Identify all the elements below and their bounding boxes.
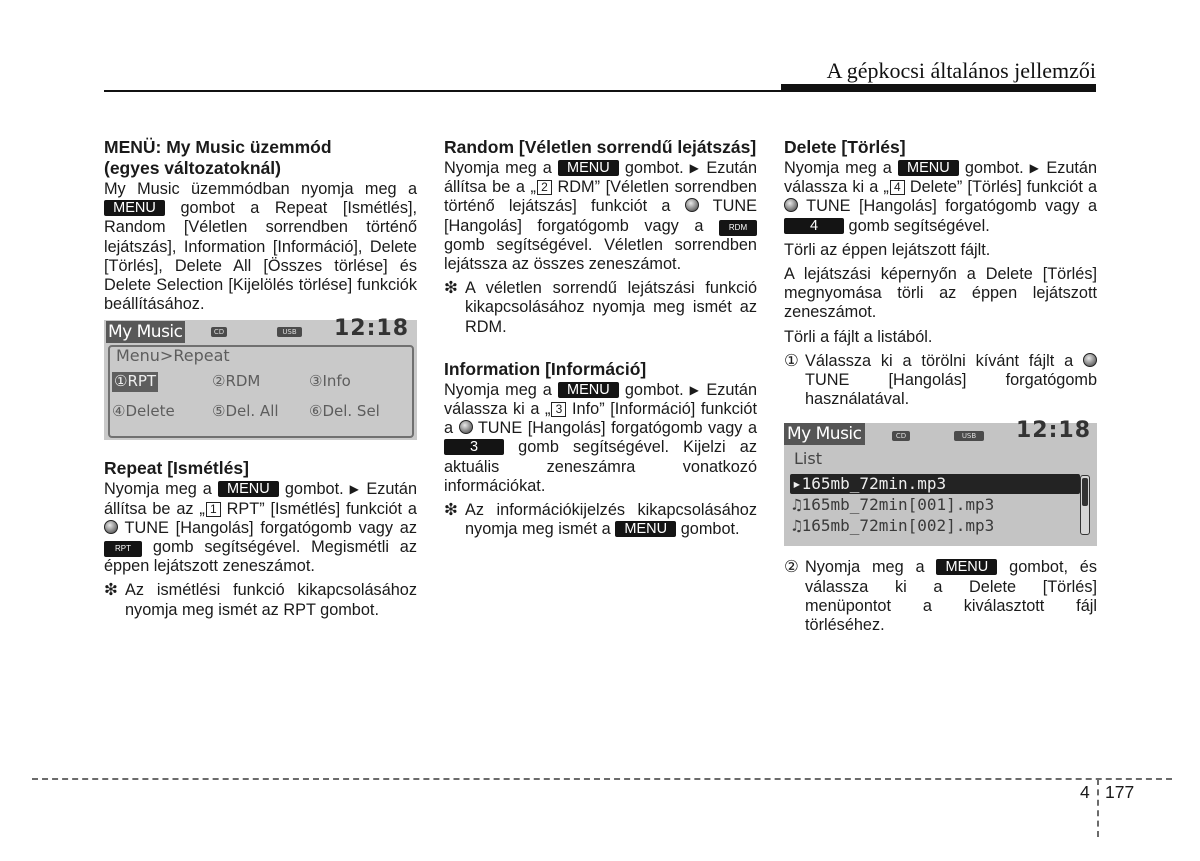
heading-line-2: (egyes változatoknál) (104, 158, 281, 178)
number-4-button-icon: 4 (784, 218, 844, 234)
note-text: A véletlen sorrendű lejátszási funkció kikapcsolásához nyomja meg ismét az RDM. (465, 279, 757, 336)
text: RPT” [Ismétlés] funkciót a (220, 499, 417, 518)
menu-button-icon: MENU (218, 481, 279, 497)
text: My Music üzemmódban nyomja meg a (104, 180, 417, 198)
menu-button-icon: MENU (558, 160, 619, 176)
text: gombot. (680, 520, 740, 539)
file-list-screenshot (784, 418, 1097, 546)
list-label: List (794, 449, 822, 469)
option-rpt: ①RPT (114, 372, 157, 391)
text: gomb segítségével. Kijelzi az aktuális zeneszámra vonatkozó információkat. (444, 438, 757, 495)
column-1 (104, 137, 417, 624)
text: Delete” [Törlés] funkciót a (904, 178, 1098, 197)
step-2-mark: ② (784, 558, 799, 577)
usb-icon: USB (954, 431, 984, 441)
usb-icon: USB (277, 327, 302, 337)
footer-dashed-rule (32, 778, 1172, 780)
text: gombot a Repeat [Ismétlés], (180, 199, 418, 218)
cd-icon: CD (892, 431, 910, 441)
footer-dashed-divider (1097, 779, 1099, 837)
text: Info” [Információ] funkciót a (444, 400, 757, 438)
text: TUNE [Hangolás] forgatógomb vagy az (124, 518, 417, 537)
text: Nyomja meg a (805, 558, 925, 577)
repeat-menu-screenshot (104, 316, 417, 440)
tune-knob-icon (685, 198, 699, 212)
step-1-mark: ① (784, 351, 799, 370)
text: TUNE [Hangolás] forgatógomb használatával. (805, 371, 1097, 409)
screen-clock: 12:18 (333, 316, 409, 342)
note-text (465, 501, 757, 539)
information-paragraph (444, 381, 757, 496)
screen-title: My Music (108, 322, 183, 343)
repeat-note (104, 581, 417, 619)
text: Nyomja meg a (104, 480, 212, 499)
note-mark-icon: ❇ (444, 279, 458, 298)
section-heading-information: Information [Információ] (444, 358, 647, 379)
tune-knob-icon (1083, 353, 1097, 367)
text: TUNE [Hangolás] forgatógomb vagy a (806, 197, 1097, 216)
arrow-right-icon: ▶ (689, 161, 701, 175)
section-heading-delete: Delete [Törlés] (784, 137, 906, 157)
menu-button-icon: MENU (558, 382, 619, 398)
column-3 (784, 137, 1097, 639)
delete-step-1 (784, 352, 1097, 410)
header-bar (781, 84, 1096, 92)
menu-button-icon: MENU (936, 559, 997, 575)
number-box-icon: 2 (537, 180, 552, 195)
number-3-button-icon: 3 (444, 439, 504, 455)
text: RDM” [Véletlen sorrendben történő lejátszás] funkciót a (444, 178, 757, 216)
number-box-icon: 3 (551, 402, 566, 417)
number-box-icon: 1 (206, 502, 221, 517)
text: Ezután válassza ki a „ (444, 380, 758, 419)
screen-clock: 12:18 (1015, 418, 1091, 444)
page-number: 177 (1105, 782, 1135, 802)
menu-button-icon: MENU (104, 200, 165, 216)
delete-paragraph-4: Törli a fájlt a listából. (784, 327, 933, 346)
menu-paragraph (104, 180, 417, 314)
number-box-icon: 4 (890, 180, 905, 195)
text: gombot. (964, 159, 1024, 177)
text: gombot. (284, 480, 344, 499)
list-row-selected: ▸165mb_72min.mp3 (790, 474, 1080, 493)
text: gomb segítségével. Véletlen sorrendben lejátssza az összes zeneszámot. (444, 235, 757, 274)
note-text: Az ismétlési funkció kikapcsolásához nyomja meg ismét az RPT gombot. (125, 581, 417, 619)
text: gombot, és válassza ki a Delete [Törlés] menüpontot a kiválasztott fájl törléséhez. (805, 558, 1097, 635)
text: Ezután állítsa be az „ (104, 480, 418, 518)
tune-knob-icon (104, 520, 118, 534)
text: gombot. (624, 159, 684, 177)
menu-title: Menu>Repeat (116, 346, 230, 366)
text: Nyomja meg a (784, 159, 892, 177)
information-note (444, 501, 757, 539)
option-rdm: ②RDM (212, 372, 261, 391)
text: Nyomja meg a (444, 380, 552, 399)
text: TUNE [Hangolás] forgatógomb vagy a (444, 197, 757, 235)
section-heading-menu (104, 137, 417, 179)
text: gomb segítségével. (848, 216, 990, 235)
screen-title: My Music (784, 423, 865, 445)
delete-paragraph (784, 159, 1097, 236)
arrow-right-icon: ▶ (1029, 161, 1041, 175)
column-2 (444, 137, 757, 543)
delete-step-2 (784, 558, 1097, 635)
delete-paragraph-3: A lejátszási képernyőn a Delete [Törlés] megnyomása törli az éppen lejátszott zeneszámot. (784, 265, 1097, 322)
step-text (805, 558, 1097, 635)
text: TUNE [Hangolás] forgatógomb vagy a (477, 419, 758, 438)
list-row: ♫165mb_72min[002].mp3 (792, 516, 995, 536)
option-info: ③Info (309, 372, 351, 391)
chapter-number: 4 (1080, 782, 1090, 802)
text: Válassza ki a törölni kívánt fájlt a (805, 351, 1074, 370)
option-del-sel: ⑥Del. Sel (309, 402, 380, 421)
text: gomb segítségével. Megismétli az éppen lejátszott zeneszámot. (104, 538, 417, 576)
section-heading-random: Random [Véletlen sorrendű lejátszás] (444, 137, 757, 157)
menu-button-icon: MENU (615, 521, 676, 537)
section-heading-repeat: Repeat [Ismétlés] (104, 458, 249, 479)
scrollbar (1080, 475, 1090, 535)
option-delete: ④Delete (112, 402, 175, 421)
delete-paragraph-2: Törli az éppen lejátszott fájlt. (784, 240, 991, 259)
repeat-paragraph (104, 480, 417, 576)
tune-knob-icon (784, 198, 798, 212)
note-mark-icon: ❇ (444, 501, 458, 520)
random-paragraph (444, 159, 757, 274)
random-note (444, 279, 757, 337)
menu-button-icon: MENU (898, 160, 959, 176)
text: Nyomja meg a (444, 159, 552, 177)
page-header-title: A gépkocsi általános jellemzői (826, 58, 1096, 83)
text: Random [Véletlen sorrendben történő lejátszás], Information [Információ], Delete [Törlés], Delete All [Összes törlése] és Delete Selection [Kijelölés törlése] funkciók beállításához. (104, 218, 417, 314)
scrollbar-thumb (1082, 478, 1088, 506)
tune-knob-icon (459, 420, 473, 434)
rpt-button-icon: RPT (104, 541, 142, 557)
text: gombot. (624, 380, 684, 399)
rdm-button-icon: RDM (719, 220, 757, 236)
text: Az információkijelzés kikapcsolásához nyomja meg ismét a (465, 501, 757, 539)
list-row: ♫165mb_72min[001].mp3 (792, 495, 995, 515)
heading-line-1: MENÜ: My Music üzemmód (104, 137, 332, 157)
text: Ezután válassza ki a „ (784, 159, 1098, 197)
step-text (805, 352, 1097, 410)
text: Ezután állítsa be a „ (444, 159, 758, 197)
arrow-right-icon: ▶ (349, 482, 361, 497)
note-mark-icon: ❇ (104, 581, 118, 600)
option-del-all: ⑤Del. All (212, 402, 279, 421)
arrow-right-icon: ▶ (689, 382, 701, 397)
cd-icon: CD (211, 327, 227, 337)
